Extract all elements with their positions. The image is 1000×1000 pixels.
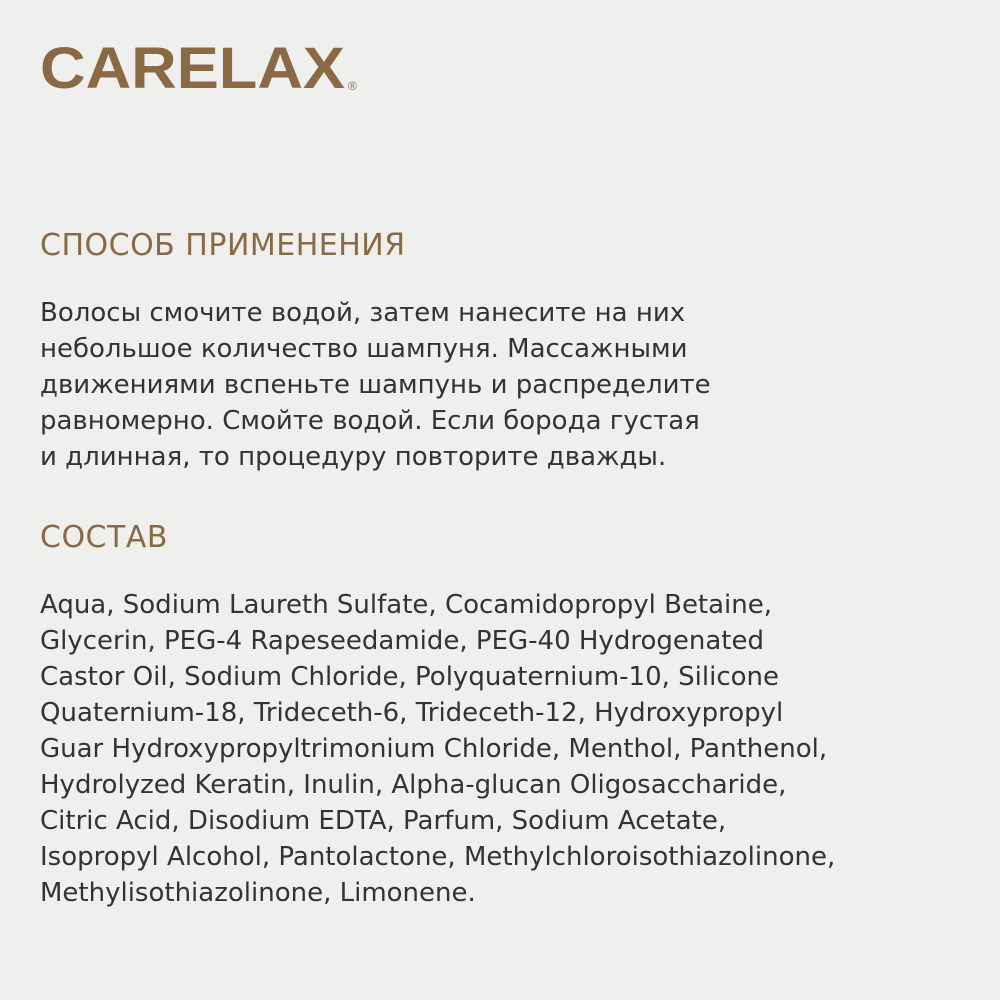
usage-section-title: СПОСОБ ПРИМЕНЕНИЯ	[40, 228, 406, 263]
usage-line: и длинная, то процедуру повторите дважды.	[40, 442, 667, 472]
usage-line: движениями вспеньте шампунь и распределите	[40, 370, 711, 400]
ingredients-line: Methylisothiazolinone, Limonene.	[40, 878, 476, 908]
ingredients-line: Glycerin, PEG-4 Rapeseedamide, PEG-40 Hydrogenated	[40, 626, 764, 656]
ingredients-line: Aqua, Sodium Laureth Sulfate, Cocamidopropyl Betaine,	[40, 590, 773, 620]
usage-line: небольшое количество шампуня. Массажными	[40, 334, 688, 364]
ingredients-line: Isopropyl Alcohol, Pantolactone, Methylchloroisothiazolinone,	[40, 842, 836, 872]
composition-section-title: СОСТАВ	[40, 520, 168, 555]
brand-logo-text: CARELAX	[40, 36, 346, 98]
usage-line: Волосы смочите водой, затем нанесите на них	[40, 298, 686, 328]
brand-logo-graphic	[40, 36, 370, 98]
ingredients-list	[40, 587, 985, 911]
ingredients-line: Quaternium-18, Trideceth-6, Trideceth-12, Hydroxypropyl	[40, 698, 784, 728]
ingredients-line: Hydrolyzed Keratin, Inulin, Alpha-glucan Oligosaccharide,	[40, 770, 787, 800]
ingredients-line: Citric Acid, Disodium EDTA, Parfum, Sodium Acetate,	[40, 806, 727, 836]
usage-instructions	[40, 295, 940, 475]
registered-mark: ®	[348, 79, 357, 93]
ingredients-line: Castor Oil, Sodium Chloride, Polyquaternium-10, Silicone	[40, 662, 780, 692]
brand-logo	[40, 36, 370, 98]
ingredients-line: Guar Hydroxypropyltrimonium Chloride, Menthol, Panthenol,	[40, 734, 828, 764]
usage-line: равномерно. Смойте водой. Если борода густая	[40, 406, 700, 436]
